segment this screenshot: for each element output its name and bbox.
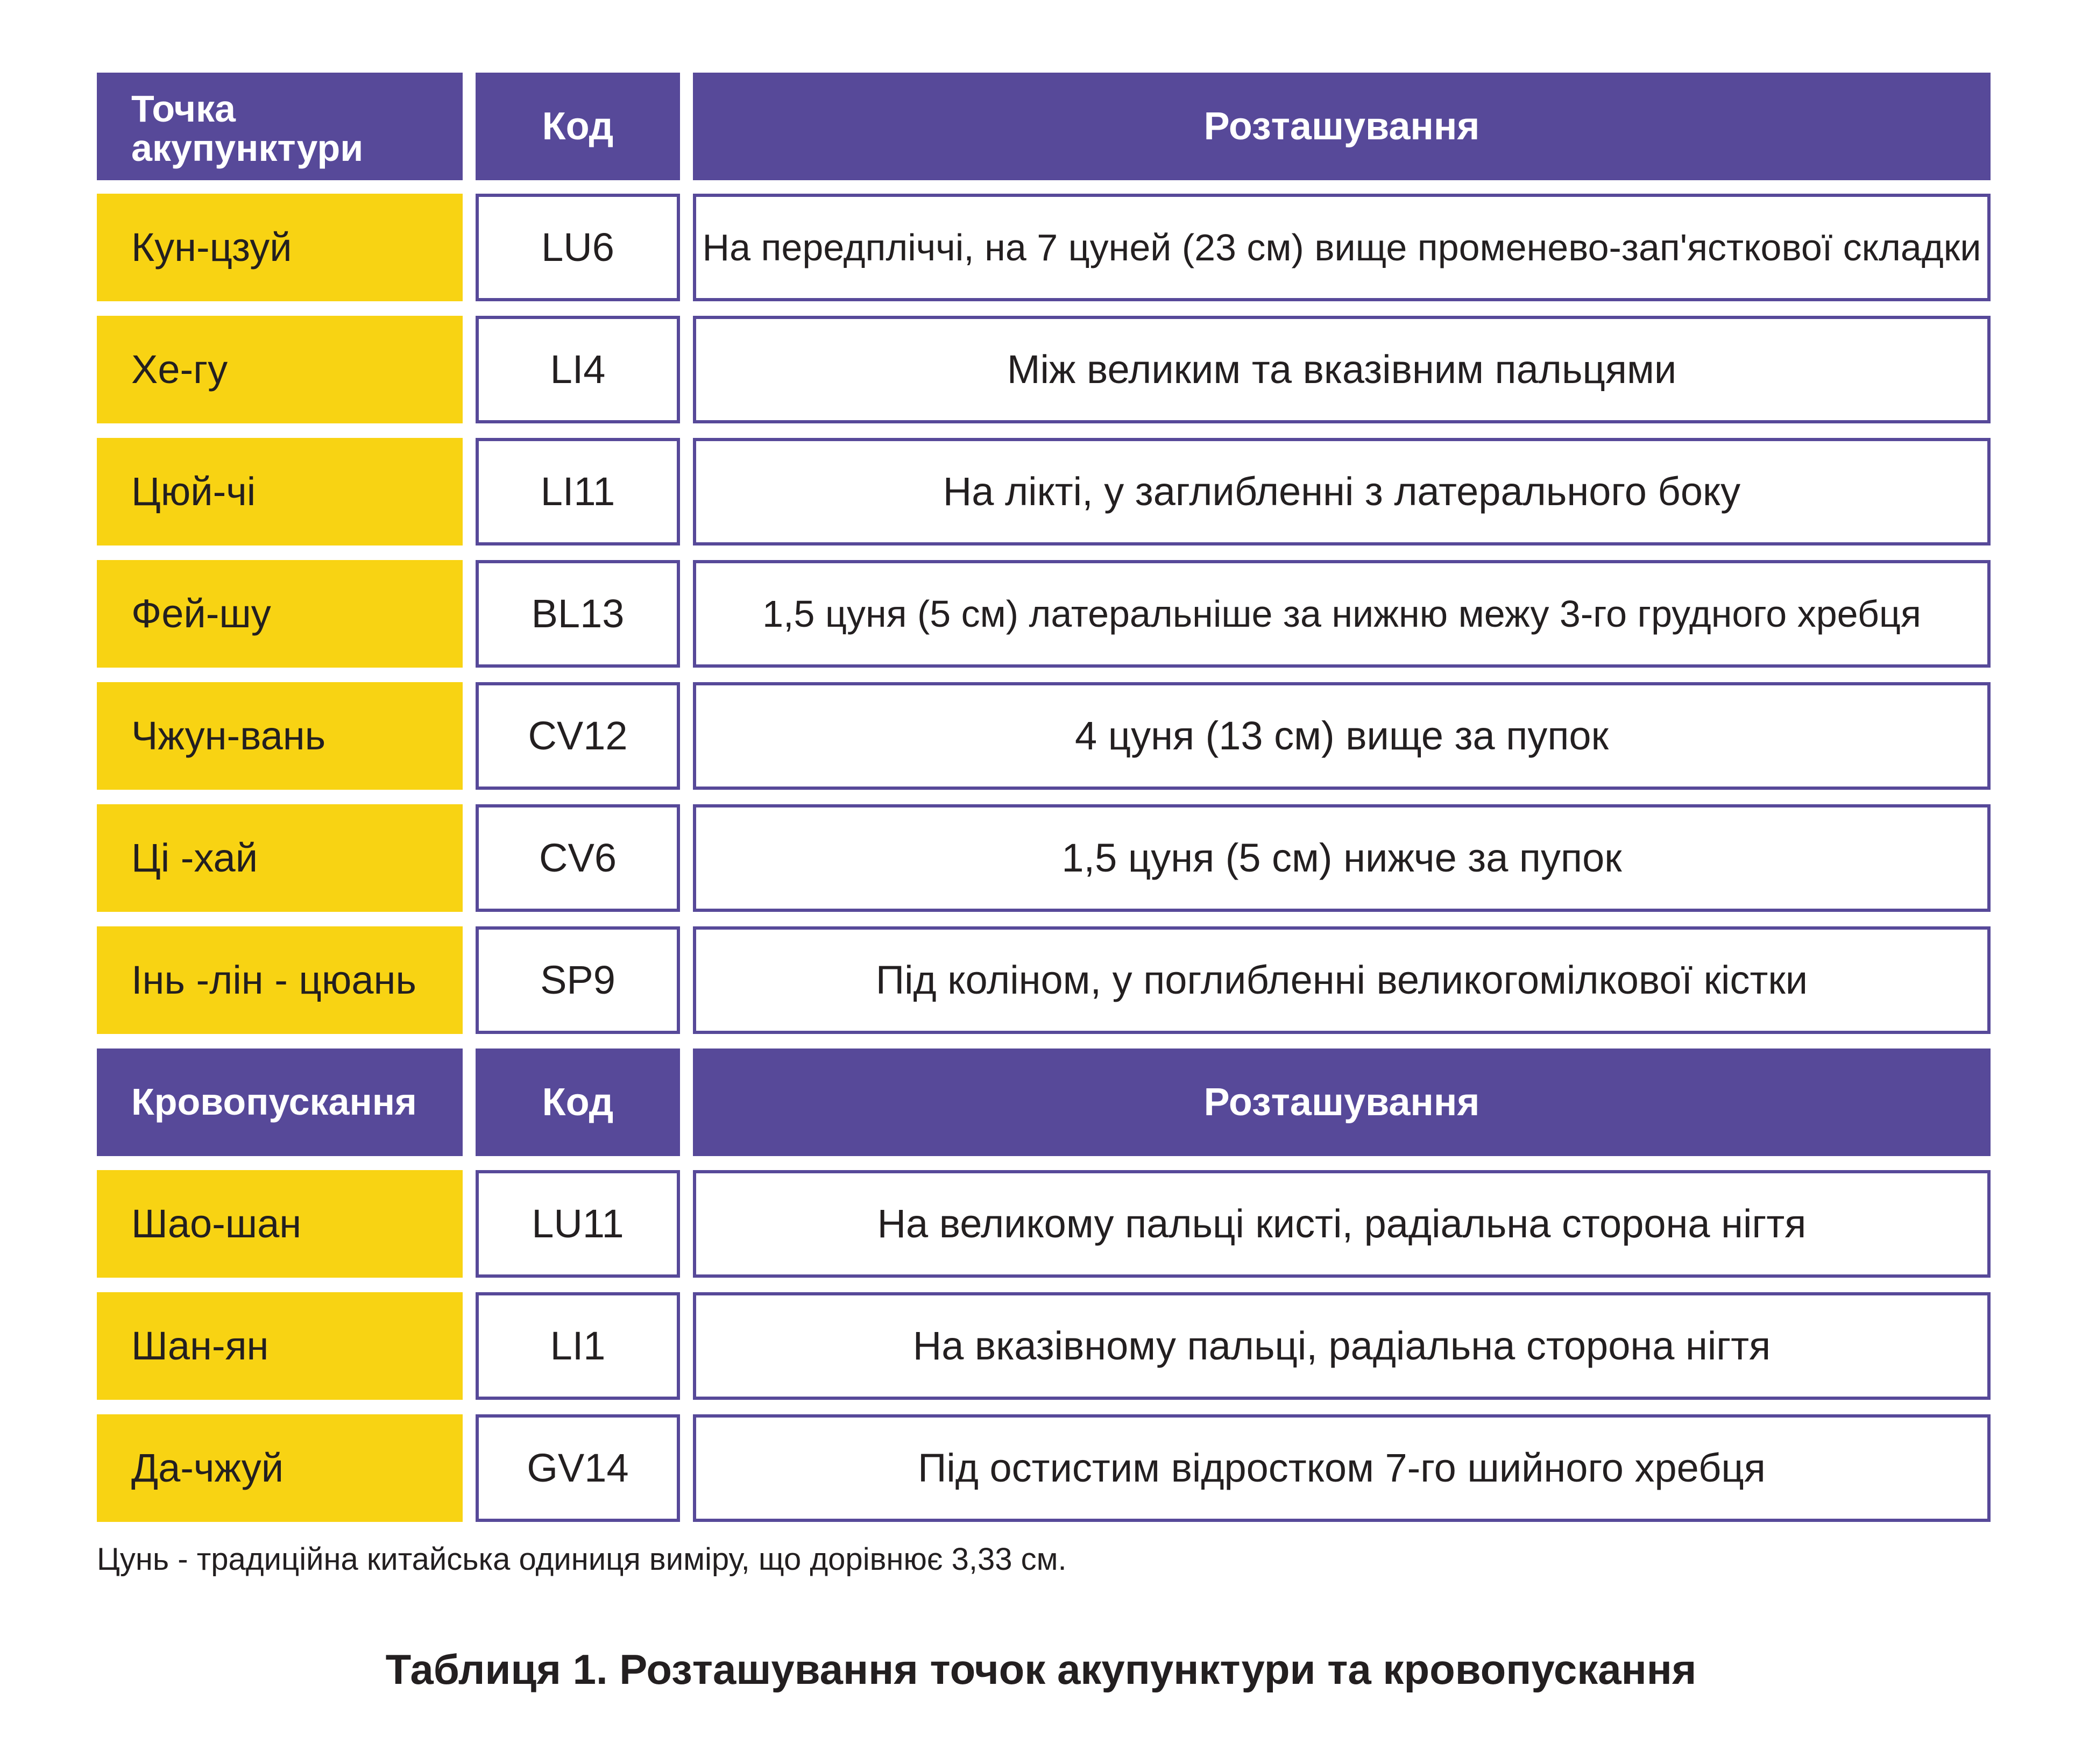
footnote: Цунь - традиційна китайська одиниця виміру, що дорівнює 3,33 см.	[97, 1542, 1067, 1577]
header-col-point-label: Точка акупунктури	[131, 87, 364, 169]
header-col-bloodletting-label: Кровопускання	[131, 1081, 417, 1123]
header-col-code	[476, 73, 680, 180]
bloodletting-name-text: Да-чжуй	[131, 1446, 284, 1490]
bloodletting-code-text: GV14	[527, 1446, 629, 1490]
header-col-code	[476, 1049, 680, 1156]
bloodletting-code	[476, 1170, 680, 1278]
bloodletting-name	[97, 1292, 463, 1400]
point-name-text: Фей-шу	[131, 591, 271, 636]
point-location	[693, 560, 1991, 668]
point-name	[97, 926, 463, 1034]
table-caption: Таблиця 1. Розташування точок акупунктури та кровопускання	[385, 1646, 1697, 1693]
point-name	[97, 560, 463, 668]
point-code-text: CV12	[528, 713, 628, 758]
bloodletting-code-text: LI1	[550, 1323, 606, 1368]
point-location	[693, 926, 1991, 1034]
point-code	[476, 560, 680, 668]
bloodletting-location	[693, 1292, 1991, 1400]
bloodletting-location-text: Під остистим відростком 7-го шийного хребця	[918, 1446, 1766, 1490]
bloodletting-location	[693, 1414, 1991, 1522]
header-col-location-label: Розташування	[1203, 105, 1480, 148]
point-code	[476, 438, 680, 546]
point-location	[693, 194, 1991, 301]
point-name-text: Цюй-чі	[131, 469, 256, 514]
point-location-text: 4 цуня (13 см) вище за пупок	[1075, 713, 1609, 758]
header-col-code-label: Код	[542, 105, 614, 148]
point-name-text: Кун-цзуй	[131, 225, 292, 270]
bloodletting-location	[693, 1170, 1991, 1278]
point-code-text: LI11	[540, 469, 615, 514]
point-name	[97, 194, 463, 301]
point-name-text: Ці -хай	[131, 835, 258, 880]
bloodletting-name	[97, 1414, 463, 1522]
bloodletting-name-text: Шао-шан	[131, 1201, 302, 1246]
header-col-location	[693, 1049, 1991, 1156]
bloodletting-location-text: На великому пальці кисті, радіальна сторона нігтя	[877, 1201, 1807, 1246]
point-code-text: LI4	[550, 347, 606, 392]
point-location	[693, 316, 1991, 423]
bloodletting-name-text: Шан-ян	[131, 1323, 269, 1368]
point-code	[476, 316, 680, 423]
point-code-text: LU6	[541, 225, 614, 270]
point-name-text: Інь -лін - цюань	[131, 958, 416, 1002]
header-col-point	[97, 73, 463, 180]
point-code	[476, 194, 680, 301]
point-code-text: CV6	[539, 835, 617, 880]
bloodletting-code-text: LU11	[532, 1201, 624, 1246]
point-location-text: Між великим та вказівним пальцями	[1007, 347, 1677, 392]
point-name	[97, 682, 463, 790]
point-location	[693, 438, 1991, 546]
point-code-text: SP9	[540, 958, 615, 1002]
point-name	[97, 438, 463, 546]
bloodletting-code	[476, 1414, 680, 1522]
point-location-text: 1,5 цуня (5 см) нижче за пупок	[1061, 835, 1622, 880]
header-col-location-label: Розташування	[1203, 1081, 1480, 1124]
point-location-text: Під коліном, у поглибленні великогомілкової кістки	[875, 958, 1808, 1002]
point-code	[476, 804, 680, 912]
point-location	[693, 804, 1991, 912]
bloodletting-name	[97, 1170, 463, 1278]
point-name	[97, 316, 463, 423]
point-location-text: 1,5 цуня (5 см) латеральніше за нижню межу 3-го грудного хребця	[762, 593, 1921, 635]
point-code	[476, 682, 680, 790]
point-location	[693, 682, 1991, 790]
point-location-text: На лікті, у заглибленні з латерального боку	[943, 469, 1741, 514]
point-name	[97, 804, 463, 912]
header-col-code-label: Код	[542, 1081, 614, 1124]
point-name-text: Хе-гу	[131, 347, 228, 392]
point-name-text: Чжун-вань	[131, 713, 326, 758]
bloodletting-code	[476, 1292, 680, 1400]
point-location-text: На передпліччі, на 7 цуней (23 см) вище променево-зап'ясткової складки	[702, 226, 1981, 268]
header-col-bloodletting	[97, 1049, 463, 1156]
header-col-location	[693, 73, 1991, 180]
point-code	[476, 926, 680, 1034]
point-code-text: BL13	[531, 591, 625, 636]
bloodletting-location-text: На вказівному пальці, радіальна сторона нігтя	[912, 1323, 1771, 1368]
